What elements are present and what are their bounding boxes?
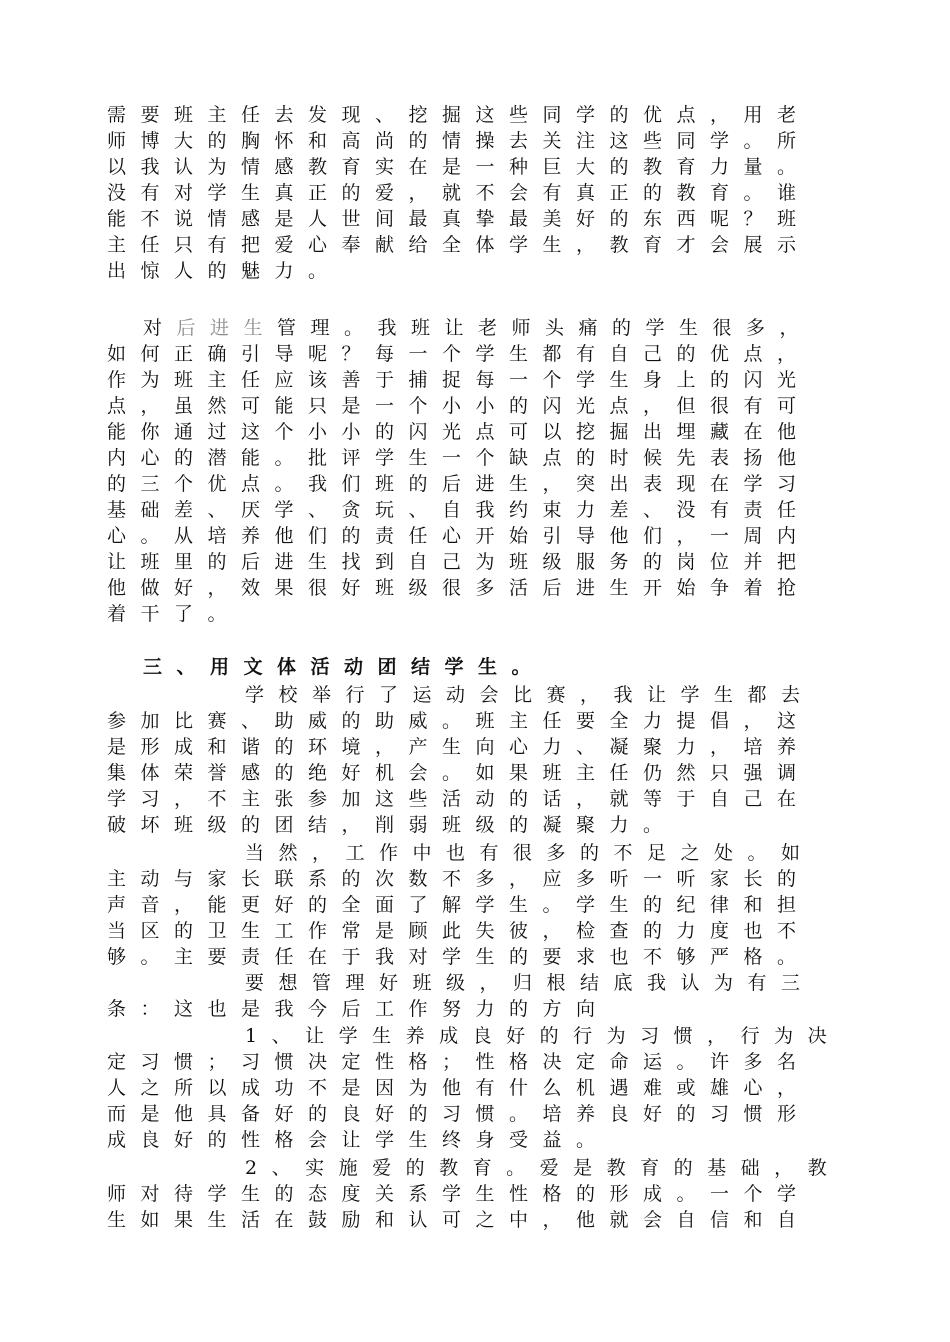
text-line: 需要班主任去发现、挖掘这些同学的优点，用老 — [107, 104, 811, 126]
highlighted-term: 后进生 — [176, 317, 278, 339]
paragraph-first-line: 学校举行了运动会比赛，我让学生都去 — [245, 684, 815, 706]
text-line: 让班里的后进生找到自己为班级服务的岗位并把 — [107, 551, 811, 573]
text-line: 着干了。 — [107, 603, 242, 625]
text-line: 而是他具备好的良好的习惯。培养良好的习惯形 — [107, 1103, 811, 1125]
list-item-2: 2、实施爱的教育。爱是教育的基础，教 — [245, 1157, 842, 1179]
text-line: 基础差、厌学、贪玩、自我约束力差、没有责任 — [107, 499, 811, 521]
section-heading: 三、用文体活动团结学生。 — [143, 656, 546, 678]
paragraph-first-line: 要想管理好班级，归根结底我认为有三 — [245, 972, 815, 994]
text-line: 作为班主任应该善于捕捉每一个学生身上的闪光 — [107, 369, 811, 391]
text-line: 他做好，效果很好班级很多活后进生开始争着抢 — [107, 577, 811, 599]
text-line: 人之所以成功不是因为他有什么机遇难或雄心， — [107, 1077, 811, 1099]
text-line: 师对待学生的态度关系学生性格的形成。一个学 — [107, 1183, 811, 1205]
text-line: 集体荣誉感的绝好机会。如果班主任仍然只强调 — [107, 762, 811, 784]
text-line: 破坏班级的团结，削弱班级的凝聚力。 — [107, 814, 677, 836]
text-segment: 对 — [143, 317, 177, 339]
text-line: 成良好的性格会让学生终身受益。 — [107, 1129, 610, 1151]
text-line: 主任只有把爱心奉献给全体学生，教育才会展示 — [107, 234, 811, 256]
text-line: 是形成和谐的环境，产生向心力、凝聚力，培养 — [107, 736, 811, 758]
text-line: 能你通过这个小小的闪光点可以挖掘出埋藏在他 — [107, 421, 811, 443]
text-line: 当区的卫生工作常是顾此失彼，检查的力度也不 — [107, 920, 811, 942]
text-line: 够。主要责任在于我对学生的要求也不够严格。 — [107, 946, 811, 968]
text-line: 参加比赛、助威的助威。班主任要全力提倡，这 — [107, 710, 811, 732]
text-line: 以我认为情感教育实在是一种巨大的教育力量。 — [107, 156, 811, 178]
text-line: 师博大的胸怀和高尚的情操去关注这些同学。所 — [107, 130, 811, 152]
text-segment: 管理。我班让老师头痛的学生很多， — [277, 317, 814, 339]
text-line: 没有对学生真正的爱，就不会有真正的教育。谁 — [107, 182, 811, 204]
text-line: 定习惯；习惯决定性格；性格决定命运。许多名 — [107, 1051, 811, 1073]
text-line: 学习，不主张参加这些活动的话，就等于自己在 — [107, 788, 811, 810]
text-line: 如何正确引导呢？每一个学生都有自己的优点， — [107, 343, 811, 365]
text-line: 条：这也是我今后工作努力的方向 — [107, 998, 610, 1020]
text-line: 点，虽然可能只是一个小小的闪光点，但很有可 — [107, 395, 811, 417]
text-line: 主动与家长联系的次数不多，应多听一听家长的 — [107, 868, 811, 890]
text-line: 内心的潜能。批评学生一个缺点的时候先表扬他 — [107, 447, 811, 469]
text-line: 出惊人的魅力。 — [107, 260, 342, 282]
text-line: 生如果生活在鼓励和认可之中，他就会自信和自 — [107, 1209, 811, 1231]
text-line: 声音，能更好的全面了解学生。学生的纪律和担 — [107, 894, 811, 916]
text-line: 心。从培养他们的责任心开始引导他们，一周内 — [107, 525, 811, 547]
text-line: 能不说情感是人世间最真挚最美好的东西呢？班 — [107, 208, 811, 230]
text-line: 的三个优点。我们班的后进生，突出表现在学习 — [107, 473, 811, 495]
paragraph-first-line — [143, 315, 813, 341]
paragraph-first-line: 当然，工作中也有很多的不足之处。如 — [245, 842, 815, 864]
list-item-1: 1、让学生养成良好的行为习惯，行为决 — [245, 1025, 842, 1047]
